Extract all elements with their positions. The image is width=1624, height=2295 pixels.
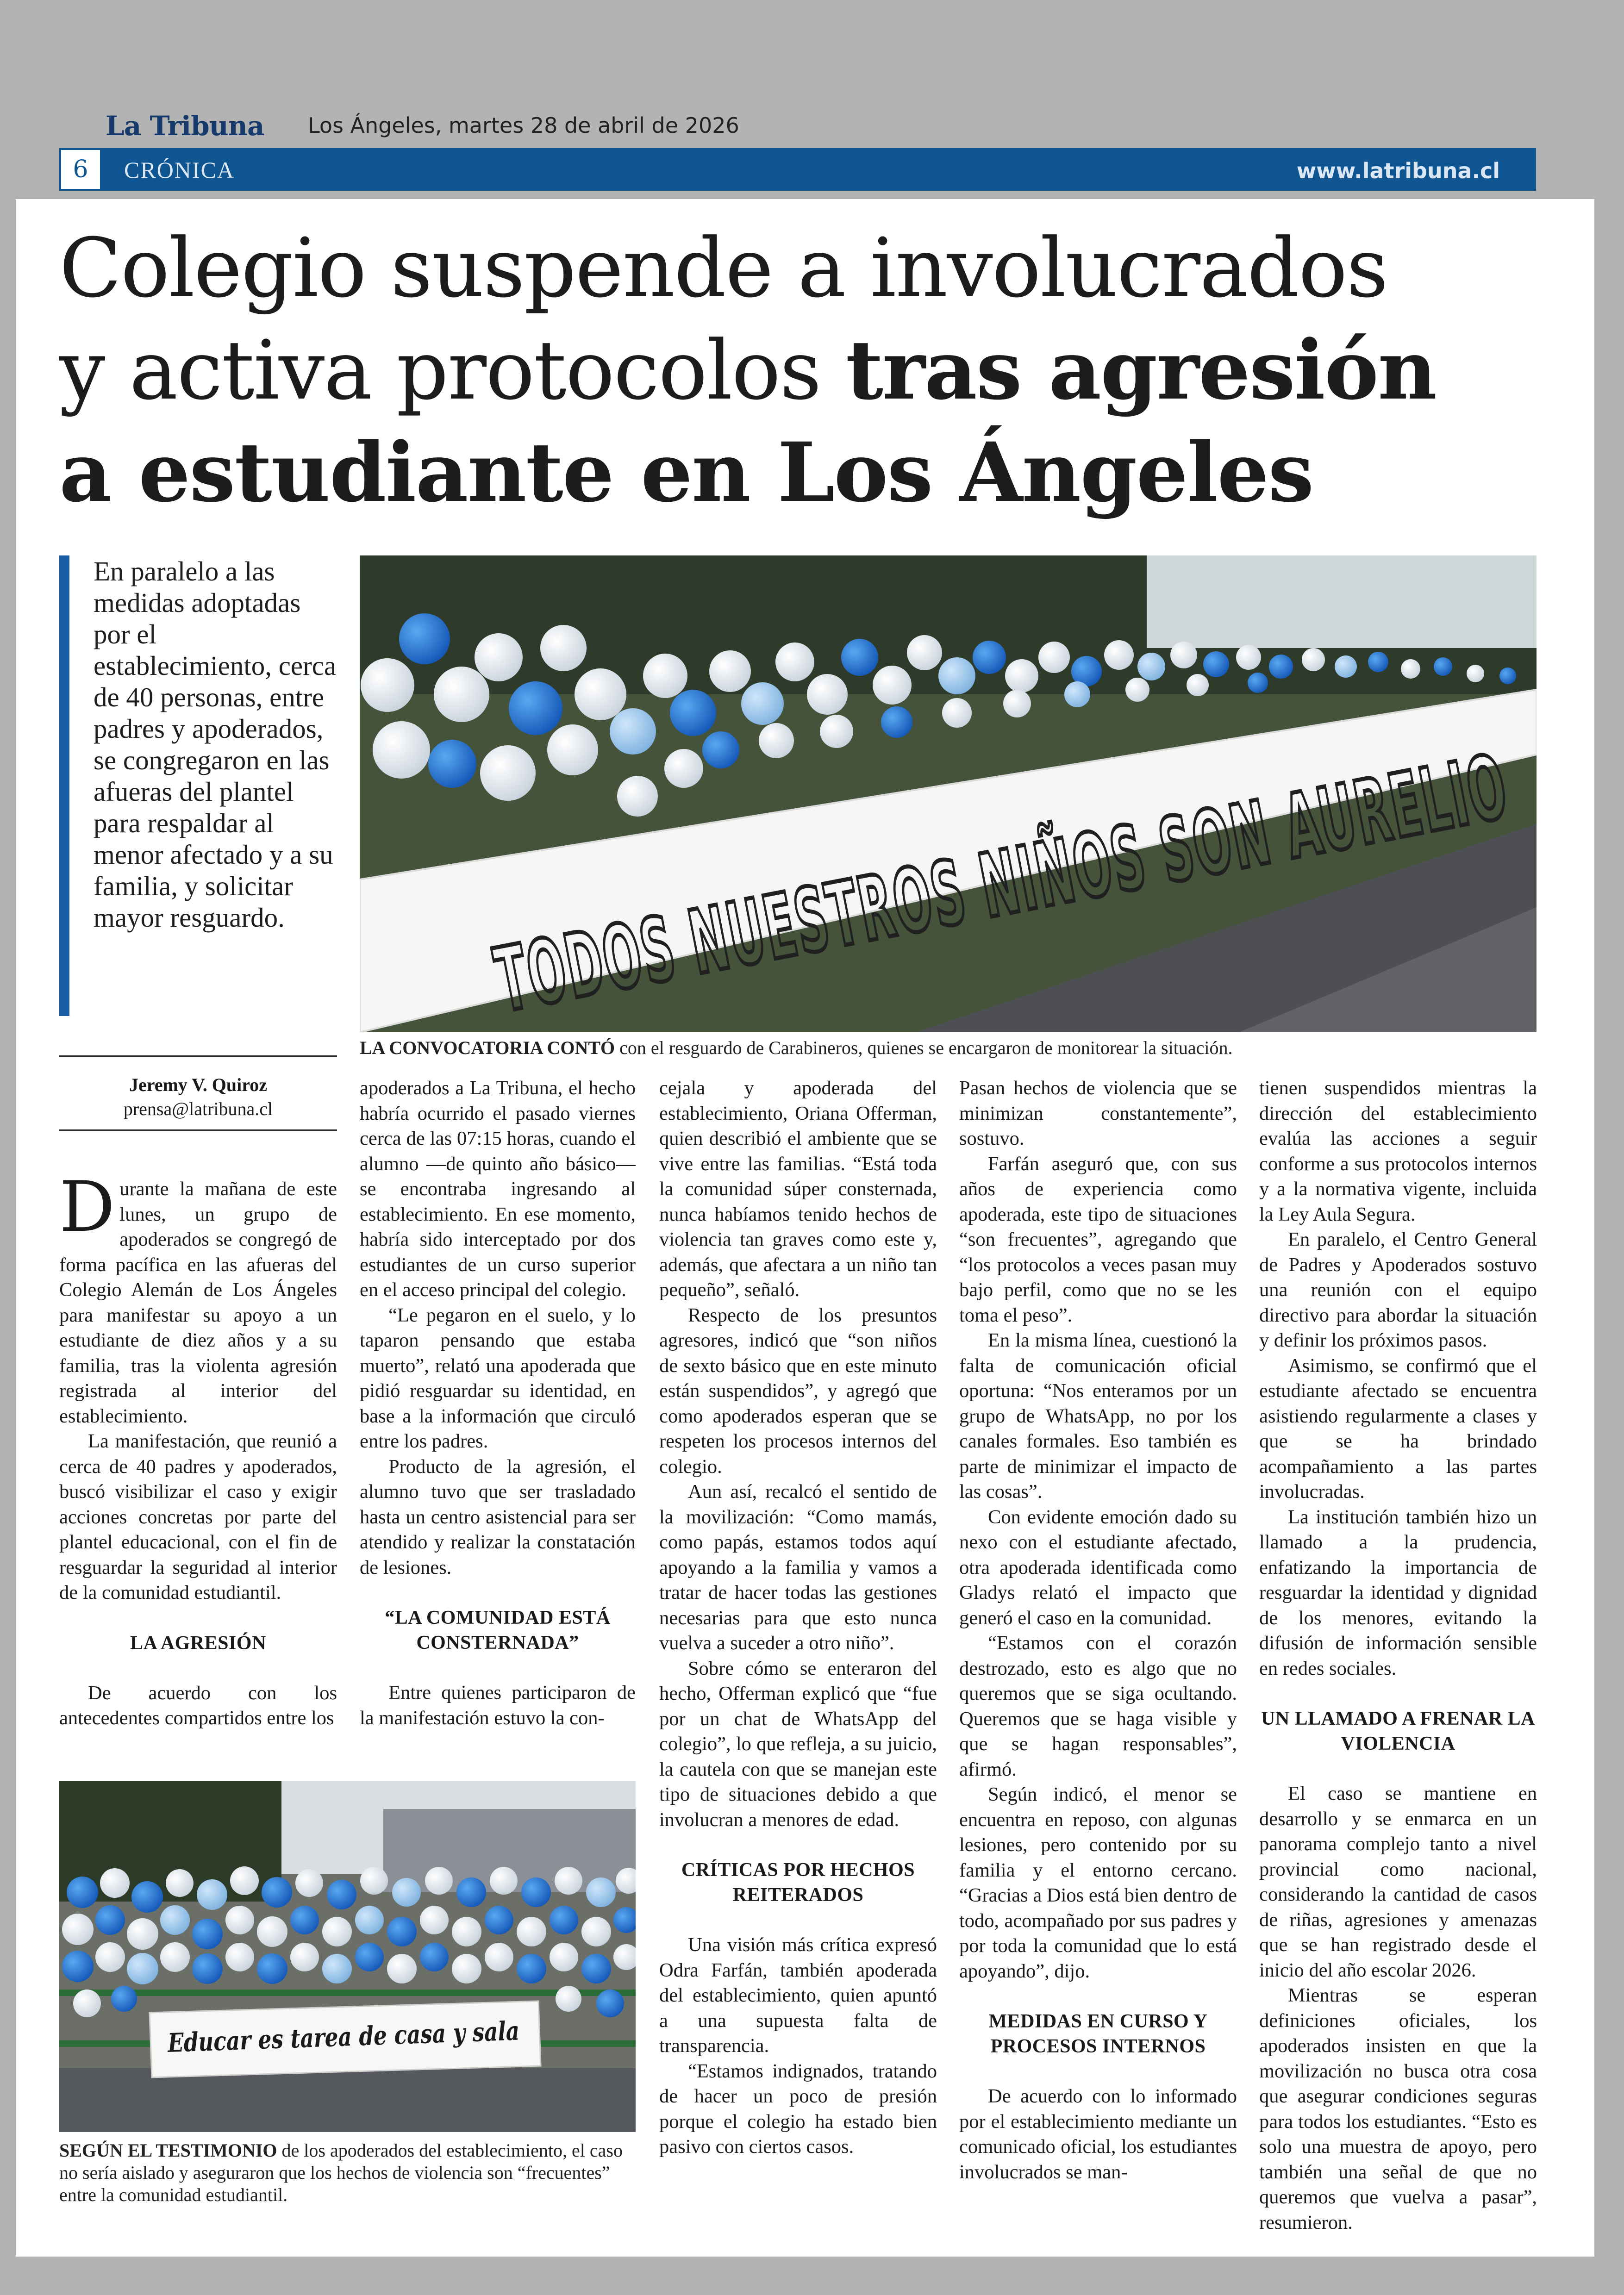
- subhead-llamado: UN LLAMADO A FRENAR LA VIOLENCIA: [1261, 1708, 1536, 1754]
- article-paragraph: Respecto de los presuntos agresores, indicó que “son niños de sexto básico que en este minuto están suspendidos”, y agregó que como apoderados esperan que se respeten los procesos internos del colegio.: [659, 1304, 937, 1478]
- article-paragraph: Mientras se esperan definiciones oficiales, los apoderados insisten en que la movilización no busca otra cosa que asegurar condiciones seguras para todos los estudiantes. “Esto es solo una muestra de apoyo, pero también una señal de que no queremos que vuelva a pasar”, resumieron.: [1259, 1984, 1537, 2233]
- article-column-5: [1259, 1076, 1537, 2235]
- headline: [59, 218, 1541, 524]
- article-column-2: [360, 1076, 636, 1731]
- article-paragraph: Producto de la agresión, el alumno tuvo que ser trasladado hasta un centro asistencial para ser atendido y realizar la constatación de lesiones.: [360, 1455, 636, 1578]
- article-paragraph: “Estamos con el corazón destrozado, esto es algo que no queremos que se siga ocultando. Queremos que se haga visible y que se hagan responsables”, afirmó.: [959, 1632, 1237, 1780]
- article-paragraph: En paralelo, el Centro General de Padres y Apoderados sostuvo una reunión con el equipo directivo para abordar la situación y definir los próximos pasos.: [1259, 1229, 1537, 1351]
- headline-line-3: [59, 422, 1541, 524]
- main-photo-caption: [360, 1037, 1537, 1059]
- article-paragraph: Aun así, recalcó el sentido de la movilización: “Como mamás, como papás, estamos todos aquí apoyando a la familia y vamos a tratar de hacer todas las gestiones necesarias para que esto nunca vuelva a suceder a otro niño”.: [659, 1481, 937, 1654]
- headline-line-1: Colegio suspende a involucrados: [59, 221, 1387, 316]
- article-paragraph: La institución también hizo un llamado a la prudencia, enfatizando la importancia de resguardar la identidad y dignidad de los menores, evitando la difusión de información sensible en redes sociales.: [1259, 1506, 1537, 1679]
- main-photo: [360, 555, 1537, 1032]
- secondary-banner-text: Educar es tarea de casa y sala: [167, 2013, 604, 2058]
- headline-line-2-bold: tras agresión: [845, 322, 1437, 418]
- subhead-criticas: CRÍTICAS POR HECHOS REITERADOS: [681, 1859, 915, 1906]
- article-column-1: [59, 1167, 337, 1731]
- author-name: Jeremy V. Quiroz: [129, 1074, 268, 1095]
- standfirst: En paralelo a las medidas adoptadas por el establecimiento, cerca de 40 personas, entre padres y apoderados, se congregaron en las afueras del plantel para respaldar al menor afectado y a su familia, y solicitar mayor resguardo.: [59, 555, 337, 1016]
- page-number: 6: [59, 148, 102, 191]
- headline-line-2: [59, 319, 1541, 422]
- article-paragraph: apoderados a La Tribuna, el hecho habría ocurrido el pasado viernes cerca de las 07:15 horas, cuando el alumno —de quinto año básico— se encontraba ingresando al establecimiento. En ese momento, habría sido interceptado por dos estudiantes de un curso superior en el acceso principal del colegio.: [360, 1077, 636, 1301]
- article-paragraph: Pasan hechos de violencia que se minimizan constantemente”, sostuvo.: [959, 1077, 1237, 1149]
- newspaper-logo: La Tribuna: [106, 110, 264, 142]
- subhead-comunidad-consternada: “LA COMUNIDAD ESTÁ CONSTERNADA”: [385, 1607, 611, 1653]
- byline-bottom-rule: [59, 1129, 337, 1131]
- article-paragraph: Sobre cómo se enteraron del hecho, Offerman explicó que “fue por un chat de WhatsApp del colegio”, lo que refleja, a su juicio, la cautela con que se manejan este tipo de situaciones debido a que involucran a menores de edad.: [659, 1657, 937, 1831]
- main-caption-text: con el resguardo de Carabineros, quienes se encargaron de monitorear la situación.: [615, 1037, 1233, 1058]
- secondary-caption-text: de los apoderados del establecimiento, el caso no sería aislado y aseguraron que los hechos de violencia son “frecuentes” entre la comunidad estudiantil.: [59, 2140, 623, 2205]
- byline-top-rule: [59, 1055, 337, 1057]
- article-paragraph: Entre quienes participaron de la manifestación estuvo la con-: [360, 1682, 636, 1729]
- article-paragraph: “Estamos indignados, tratando de hacer un poco de presión porque el colegio ha estado bien pasivo con ciertos casos.: [659, 2060, 937, 2158]
- secondary-caption-lead: SEGÚN EL TESTIMONIO: [59, 2140, 277, 2161]
- secondary-photo-image: [59, 1781, 636, 2132]
- drop-cap: D: [59, 1167, 115, 1247]
- article-paragraph: La manifestación, que reunió a cerca de 40 padres y apoderados, buscó visibilizar el caso y exigir acciones concretas por parte del plantel educacional, con el fin de resguardar la seguridad al interior de la comunidad estudiantil.: [59, 1430, 337, 1603]
- article-paragraph: Con evidente emoción dado su nexo con el estudiante afectado, otra apoderada identificada como Gladys relató el impacto que generó el caso en la comunidad.: [959, 1506, 1237, 1629]
- website-link[interactable]: www.latribuna.cl: [1296, 158, 1500, 183]
- subhead-medidas: MEDIDAS EN CURSO Y PROCESOS INTERNOS: [988, 2011, 1208, 2057]
- article-paragraph: Según indicó, el menor se encuentra en reposo, con algunas lesiones, pero contenido por su familia y el entorno cercano. “Gracias a Dios está bien dentro de todo, acompañado por sus padres y por toda la comunidad que lo está apoyando”, dijo.: [959, 1784, 1237, 1982]
- dateline: Los Ángeles, martes 28 de abril de 2026: [308, 113, 739, 138]
- subhead-la-agresion: LA AGRESIÓN: [130, 1632, 266, 1654]
- article-column-4: [959, 1076, 1237, 2185]
- paragraph-text: urante la mañana de este lunes, un grupo de apoderados se congregó de forma pacífica en las afueras del Colegio Alemán de Los Ángeles para manifestar su apoyo a un estudiante de diez años y a su familia, tras la violenta agresión registrada al interior del establecimiento.: [59, 1178, 337, 1427]
- main-caption-lead: LA CONVOCATORIA CONTÓ: [360, 1037, 615, 1058]
- section-name: CRÓNICA: [124, 157, 235, 183]
- headline-line-2-light: y activa protocolos: [59, 323, 846, 418]
- byline: [59, 1073, 337, 1121]
- article-paragraph: Asimismo, se confirmó que el estudiante afectado se encuentra asistiendo regularmente a clases y que se ha brindado acompañamiento a las partes involucradas.: [1259, 1354, 1537, 1503]
- article-paragraph: De acuerdo con lo informado por el establecimiento mediante un comunicado oficial, los estudiantes involucrados se man-: [959, 2085, 1237, 2183]
- article-paragraph: El caso se mantiene en desarrollo y se enmarca en un panorama complejo tanto a nivel provincial como nacional, considerando la cantidad de casos de riñas, agresiones y amenazas que se han registrado desde el inicio del año escolar 2026.: [1259, 1783, 1537, 1981]
- author-email[interactable]: prensa@latribuna.cl: [123, 1098, 273, 1119]
- article-paragraph: Una visión más crítica expresó Odra Farfán, también apoderada del establecimiento, quien apuntó a una supuesta falta de transparencia.: [659, 1934, 937, 2057]
- article-paragraph: Farfán aseguró que, con sus años de experiencia como apoderada, este tipo de situaciones “son frecuentes”, agregando que “los protocolos a veces pasan muy bajo perfil, como que no se les toma el peso”.: [959, 1153, 1237, 1326]
- article-paragraph: cejala y apoderada del establecimiento, Oriana Offerman, quien describió el ambiente que se vive entre las familias. “Está toda la comunidad súper consternada, nunca habíamos tenido hechos de violencia tan graves como este y, además, que afectara a un niño tan pequeño”, señaló.: [659, 1077, 937, 1301]
- article-paragraph: [59, 1167, 337, 1429]
- secondary-photo: [59, 1781, 636, 2132]
- secondary-photo-caption: [59, 2139, 636, 2206]
- article-paragraph: De acuerdo con los antecedentes compartidos entre los: [59, 1682, 337, 1729]
- section-bar: [59, 148, 1536, 191]
- article-column-3: [659, 1076, 937, 2160]
- main-photo-image: [360, 555, 1537, 1032]
- article-paragraph: “Le pegaron en el suelo, y lo taparon pensando que estaba muerto”, relató una apoderada que pidió resguardar su identidad, en base a la información que circuló entre los padres.: [360, 1304, 636, 1452]
- article-paragraph: tienen suspendidos mientras la dirección del establecimiento evalúa las acciones a seguir conforme a sus protocolos internos y a la normativa vigente, incluida la Ley Aula Segura.: [1259, 1077, 1537, 1225]
- article-paragraph: En la misma línea, cuestionó la falta de comunicación oficial oportuna: “Nos enteramos por un grupo de WhatsApp, no por los canales formales. Eso también es parte de minimizar el impacto de las cosas”.: [959, 1329, 1237, 1503]
- headline-line-3-bold: a estudiante en Los Ángeles: [59, 424, 1313, 520]
